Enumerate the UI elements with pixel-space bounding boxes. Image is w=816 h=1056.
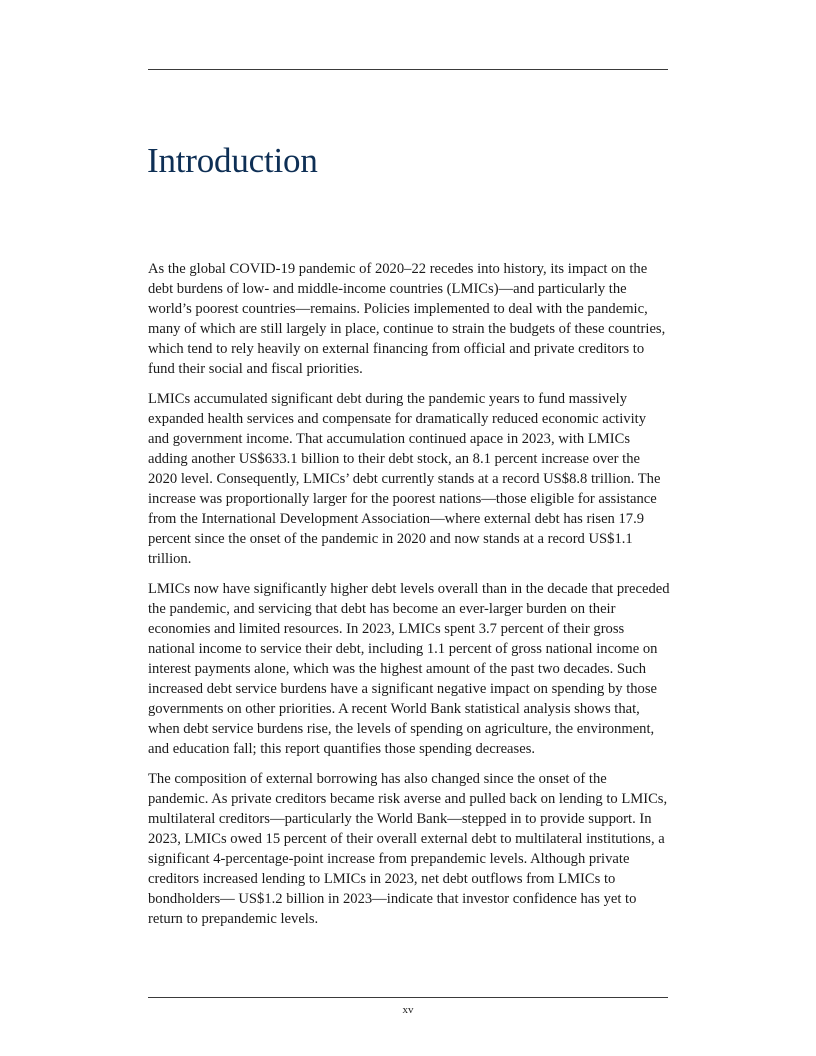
- paragraph: The composition of external borrowing has also changed since the onset of the pandemic. As private creditors became risk averse and pulled back on lending to LMICs, multilateral creditors—particularly the World Bank—stepped in to provide support. In 2023, LMICs owed 15 percent of their overall external debt to multilateral institutions, a significant 4-percentage-point increase from prepandemic levels. Although private creditors increased lending to LMICs in 2023, net debt outflows from LMICs to bondholders— US$1.2 billion in 2023—indicate that investor confidence has yet to return to prepandemic levels.: [148, 771, 668, 927]
- page-title: Introduction: [147, 141, 318, 180]
- header-rule: [148, 69, 668, 70]
- paragraph: LMICs accumulated significant debt during the pandemic years to fund massively expanded health services and compensate for dramatically reduced economic activity and government income. That accumulation continued apace in 2023, with LMICs adding another US$633.1 billion to their debt stock, an 8.1 percent increase over the 2020 level. Consequently, LMICs’ debt currently stands at a record US$8.8 trillion. The increase was proportionally larger for the poorest nations—those eligible for assistance from the International Development Association—where external debt has risen 17.9 percent since the onset of the pandemic in 2020 and now stands at a record US$1.1 trillion.: [148, 391, 661, 567]
- paragraph: As the global COVID-19 pandemic of 2020–22 recedes into history, its impact on the debt burdens of low- and middle-income countries (LMICs)—and particularly the world’s poorest countries—remains. Policies implemented to deal with the pandemic, many of which are still largely in place, continue to strain the budgets of these countries, which tend to rely heavily on external financing from official and private creditors to fund their social and fiscal priorities.: [148, 261, 666, 377]
- footer-rule: [148, 997, 668, 998]
- paragraph: LMICs now have significantly higher debt levels overall than in the decade that preceded the pandemic, and servicing that debt has become an ever-larger burden on their economies and limited resources. In 2023, LMICs spent 3.7 percent of their gross national income to service their debt, including 1.1 percent of gross national income on interest payments alone, which was the highest amount of the past two decades. Such increased debt service burdens have a significant negative impact on spending by those governments on other priorities. A recent World Bank statistical analysis shows that, when debt service burdens rise, the levels of spending on agriculture, the environment, and education fall; this report quantifies those spending decreases.: [148, 581, 670, 757]
- body-text: [148, 259, 670, 939]
- page-number: xv: [402, 1004, 414, 1016]
